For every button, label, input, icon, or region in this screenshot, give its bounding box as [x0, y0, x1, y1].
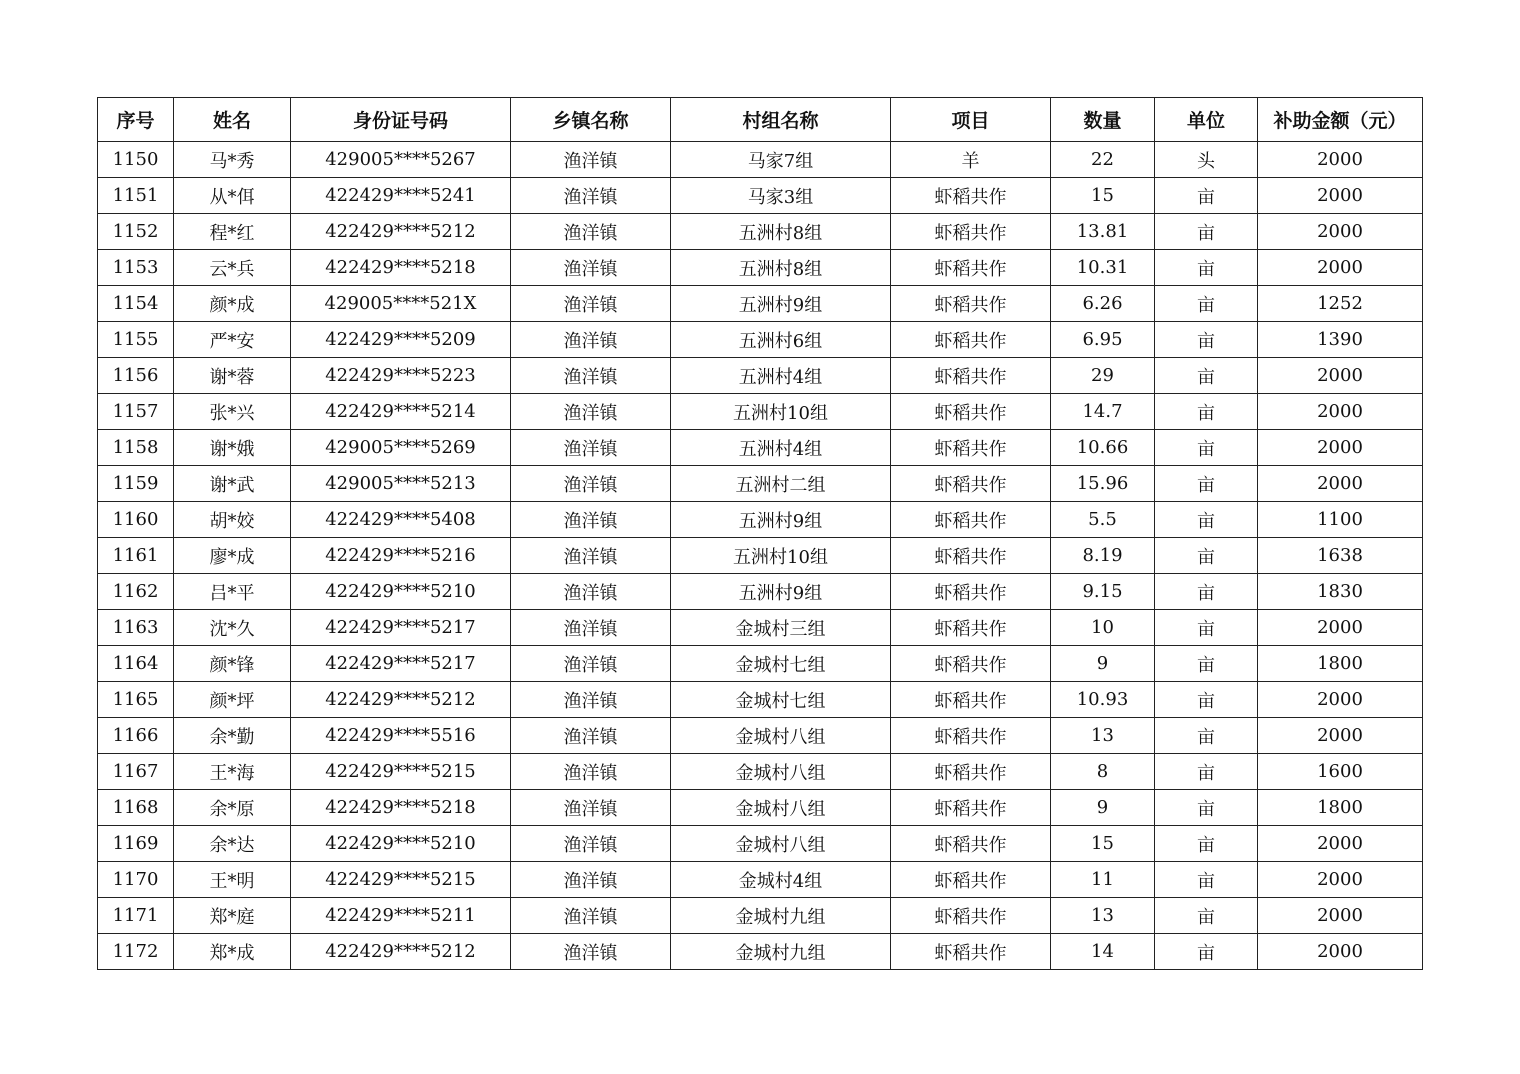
cell-unit: 亩: [1155, 358, 1258, 394]
cell-unit: 亩: [1155, 250, 1258, 286]
table-row: [98, 682, 1423, 718]
cell-id-number: 429005****521X: [291, 286, 511, 322]
cell-subsidy-amount: 1252: [1258, 286, 1423, 322]
cell-quantity: 15: [1051, 178, 1155, 214]
cell-id-number: 422429****5212: [291, 934, 511, 970]
cell-id-number: 429005****5269: [291, 430, 511, 466]
cell-subsidy-amount: 1100: [1258, 502, 1423, 538]
table-row: [98, 358, 1423, 394]
cell-project: 虾稻共作: [891, 286, 1051, 322]
header-unit: 单位: [1155, 98, 1258, 142]
table-row: [98, 574, 1423, 610]
cell-township: 渔洋镇: [511, 610, 671, 646]
cell-quantity: 6.95: [1051, 322, 1155, 358]
cell-index: 1168: [98, 790, 174, 826]
cell-subsidy-amount: 2000: [1258, 934, 1423, 970]
cell-unit: 亩: [1155, 934, 1258, 970]
cell-quantity: 10.93: [1051, 682, 1155, 718]
cell-township: 渔洋镇: [511, 250, 671, 286]
cell-quantity: 15.96: [1051, 466, 1155, 502]
cell-name: 王*海: [174, 754, 291, 790]
cell-project: 虾稻共作: [891, 646, 1051, 682]
cell-id-number: 422429****5210: [291, 826, 511, 862]
cell-name: 颜*锋: [174, 646, 291, 682]
cell-village-group: 五洲村8组: [671, 250, 891, 286]
cell-name: 程*红: [174, 214, 291, 250]
cell-subsidy-amount: 2000: [1258, 214, 1423, 250]
cell-project: 虾稻共作: [891, 466, 1051, 502]
cell-project: 虾稻共作: [891, 790, 1051, 826]
cell-subsidy-amount: 2000: [1258, 358, 1423, 394]
cell-subsidy-amount: 2000: [1258, 466, 1423, 502]
cell-township: 渔洋镇: [511, 718, 671, 754]
cell-township: 渔洋镇: [511, 466, 671, 502]
table-row: [98, 646, 1423, 682]
cell-village-group: 金城村九组: [671, 898, 891, 934]
cell-township: 渔洋镇: [511, 862, 671, 898]
cell-quantity: 14: [1051, 934, 1155, 970]
cell-village-group: 五洲村9组: [671, 574, 891, 610]
cell-township: 渔洋镇: [511, 358, 671, 394]
cell-village-group: 马家3组: [671, 178, 891, 214]
cell-unit: 亩: [1155, 862, 1258, 898]
cell-township: 渔洋镇: [511, 790, 671, 826]
cell-subsidy-amount: 1830: [1258, 574, 1423, 610]
document-page: [97, 97, 1422, 970]
cell-name: 郑*庭: [174, 898, 291, 934]
cell-subsidy-amount: 1800: [1258, 646, 1423, 682]
cell-quantity: 10.31: [1051, 250, 1155, 286]
cell-township: 渔洋镇: [511, 646, 671, 682]
cell-project: 虾稻共作: [891, 538, 1051, 574]
cell-unit: 亩: [1155, 322, 1258, 358]
cell-township: 渔洋镇: [511, 286, 671, 322]
cell-index: 1170: [98, 862, 174, 898]
cell-id-number: 422429****5211: [291, 898, 511, 934]
cell-index: 1171: [98, 898, 174, 934]
cell-id-number: 422429****5212: [291, 214, 511, 250]
cell-name: 吕*平: [174, 574, 291, 610]
cell-name: 颜*坪: [174, 682, 291, 718]
table-row: [98, 538, 1423, 574]
cell-unit: 亩: [1155, 178, 1258, 214]
cell-quantity: 9.15: [1051, 574, 1155, 610]
cell-project: 虾稻共作: [891, 754, 1051, 790]
table-row: [98, 286, 1423, 322]
cell-unit: 亩: [1155, 682, 1258, 718]
cell-name: 云*兵: [174, 250, 291, 286]
cell-unit: 亩: [1155, 826, 1258, 862]
cell-township: 渔洋镇: [511, 322, 671, 358]
cell-quantity: 15: [1051, 826, 1155, 862]
cell-subsidy-amount: 1600: [1258, 754, 1423, 790]
table-row: [98, 718, 1423, 754]
cell-village-group: 五洲村9组: [671, 502, 891, 538]
cell-name: 谢*蓉: [174, 358, 291, 394]
cell-name: 从*佴: [174, 178, 291, 214]
table-row: [98, 394, 1423, 430]
cell-id-number: 422429****5223: [291, 358, 511, 394]
cell-unit: 亩: [1155, 646, 1258, 682]
cell-project: 虾稻共作: [891, 358, 1051, 394]
cell-village-group: 金城村4组: [671, 862, 891, 898]
cell-project: 虾稻共作: [891, 682, 1051, 718]
cell-unit: 亩: [1155, 214, 1258, 250]
table-row: [98, 898, 1423, 934]
cell-id-number: 422429****5214: [291, 394, 511, 430]
cell-project: 虾稻共作: [891, 826, 1051, 862]
cell-unit: 亩: [1155, 430, 1258, 466]
cell-project: 虾稻共作: [891, 862, 1051, 898]
table-row: [98, 322, 1423, 358]
subsidy-table: [97, 97, 1423, 970]
cell-project: 虾稻共作: [891, 178, 1051, 214]
cell-id-number: 422429****5212: [291, 682, 511, 718]
table-row: [98, 250, 1423, 286]
table-row: [98, 754, 1423, 790]
cell-id-number: 422429****5209: [291, 322, 511, 358]
header-village-group: 村组名称: [671, 98, 891, 142]
cell-village-group: 五洲村4组: [671, 358, 891, 394]
cell-village-group: 金城村七组: [671, 682, 891, 718]
header-id-number: 身份证号码: [291, 98, 511, 142]
cell-name: 谢*娥: [174, 430, 291, 466]
cell-quantity: 9: [1051, 646, 1155, 682]
cell-id-number: 422429****5408: [291, 502, 511, 538]
cell-unit: 亩: [1155, 574, 1258, 610]
cell-name: 严*安: [174, 322, 291, 358]
cell-subsidy-amount: 2000: [1258, 826, 1423, 862]
cell-index: 1167: [98, 754, 174, 790]
cell-quantity: 22: [1051, 142, 1155, 178]
cell-quantity: 10.66: [1051, 430, 1155, 466]
cell-name: 马*秀: [174, 142, 291, 178]
cell-id-number: 422429****5217: [291, 646, 511, 682]
cell-name: 郑*成: [174, 934, 291, 970]
cell-index: 1161: [98, 538, 174, 574]
table-body: [98, 142, 1423, 970]
cell-index: 1164: [98, 646, 174, 682]
cell-subsidy-amount: 1800: [1258, 790, 1423, 826]
cell-unit: 亩: [1155, 466, 1258, 502]
cell-village-group: 金城村八组: [671, 718, 891, 754]
cell-subsidy-amount: 2000: [1258, 430, 1423, 466]
cell-village-group: 五洲村10组: [671, 538, 891, 574]
cell-id-number: 429005****5213: [291, 466, 511, 502]
cell-subsidy-amount: 2000: [1258, 610, 1423, 646]
cell-unit: 头: [1155, 142, 1258, 178]
table-row: [98, 142, 1423, 178]
header-township: 乡镇名称: [511, 98, 671, 142]
cell-id-number: 422429****5210: [291, 574, 511, 610]
cell-id-number: 422429****5241: [291, 178, 511, 214]
cell-quantity: 5.5: [1051, 502, 1155, 538]
cell-project: 虾稻共作: [891, 322, 1051, 358]
cell-index: 1158: [98, 430, 174, 466]
cell-subsidy-amount: 1390: [1258, 322, 1423, 358]
cell-subsidy-amount: 2000: [1258, 898, 1423, 934]
cell-subsidy-amount: 2000: [1258, 250, 1423, 286]
cell-index: 1152: [98, 214, 174, 250]
cell-name: 余*勤: [174, 718, 291, 754]
cell-village-group: 五洲村10组: [671, 394, 891, 430]
cell-name: 王*明: [174, 862, 291, 898]
cell-unit: 亩: [1155, 718, 1258, 754]
cell-index: 1150: [98, 142, 174, 178]
table-row: [98, 178, 1423, 214]
cell-unit: 亩: [1155, 538, 1258, 574]
cell-name: 张*兴: [174, 394, 291, 430]
cell-unit: 亩: [1155, 898, 1258, 934]
cell-unit: 亩: [1155, 502, 1258, 538]
cell-unit: 亩: [1155, 286, 1258, 322]
cell-id-number: 422429****5516: [291, 718, 511, 754]
header-index: 序号: [98, 98, 174, 142]
cell-township: 渔洋镇: [511, 574, 671, 610]
cell-project: 虾稻共作: [891, 898, 1051, 934]
cell-project: 虾稻共作: [891, 502, 1051, 538]
cell-id-number: 422429****5216: [291, 538, 511, 574]
cell-name: 廖*成: [174, 538, 291, 574]
table-row: [98, 610, 1423, 646]
cell-unit: 亩: [1155, 394, 1258, 430]
cell-township: 渔洋镇: [511, 394, 671, 430]
cell-quantity: 9: [1051, 790, 1155, 826]
cell-village-group: 五洲村8组: [671, 214, 891, 250]
cell-quantity: 11: [1051, 862, 1155, 898]
cell-id-number: 422429****5218: [291, 790, 511, 826]
cell-unit: 亩: [1155, 790, 1258, 826]
cell-id-number: 422429****5215: [291, 862, 511, 898]
cell-id-number: 422429****5217: [291, 610, 511, 646]
cell-village-group: 金城村八组: [671, 826, 891, 862]
cell-index: 1160: [98, 502, 174, 538]
header-name: 姓名: [174, 98, 291, 142]
cell-village-group: 金城村九组: [671, 934, 891, 970]
cell-village-group: 五洲村二组: [671, 466, 891, 502]
cell-name: 沈*久: [174, 610, 291, 646]
cell-name: 谢*武: [174, 466, 291, 502]
table-row: [98, 826, 1423, 862]
cell-village-group: 马家7组: [671, 142, 891, 178]
cell-project: 虾稻共作: [891, 250, 1051, 286]
cell-quantity: 13: [1051, 718, 1155, 754]
cell-index: 1155: [98, 322, 174, 358]
cell-name: 胡*姣: [174, 502, 291, 538]
table-header-row: [98, 98, 1423, 142]
cell-township: 渔洋镇: [511, 826, 671, 862]
cell-index: 1172: [98, 934, 174, 970]
cell-index: 1151: [98, 178, 174, 214]
cell-project: 虾稻共作: [891, 394, 1051, 430]
cell-village-group: 五洲村6组: [671, 322, 891, 358]
header-project: 项目: [891, 98, 1051, 142]
cell-project: 虾稻共作: [891, 934, 1051, 970]
table-row: [98, 502, 1423, 538]
cell-index: 1163: [98, 610, 174, 646]
table-row: [98, 466, 1423, 502]
cell-township: 渔洋镇: [511, 682, 671, 718]
cell-quantity: 14.7: [1051, 394, 1155, 430]
cell-subsidy-amount: 2000: [1258, 682, 1423, 718]
cell-township: 渔洋镇: [511, 430, 671, 466]
header-subsidy-amount: 补助金额（元）: [1258, 98, 1423, 142]
cell-quantity: 6.26: [1051, 286, 1155, 322]
cell-township: 渔洋镇: [511, 178, 671, 214]
cell-subsidy-amount: 2000: [1258, 394, 1423, 430]
cell-index: 1159: [98, 466, 174, 502]
table-row: [98, 790, 1423, 826]
cell-township: 渔洋镇: [511, 934, 671, 970]
cell-index: 1165: [98, 682, 174, 718]
table-row: [98, 862, 1423, 898]
cell-index: 1169: [98, 826, 174, 862]
cell-township: 渔洋镇: [511, 142, 671, 178]
cell-id-number: 422429****5215: [291, 754, 511, 790]
cell-project: 虾稻共作: [891, 214, 1051, 250]
cell-quantity: 10: [1051, 610, 1155, 646]
cell-index: 1162: [98, 574, 174, 610]
cell-township: 渔洋镇: [511, 214, 671, 250]
cell-project: 虾稻共作: [891, 574, 1051, 610]
cell-index: 1153: [98, 250, 174, 286]
cell-township: 渔洋镇: [511, 898, 671, 934]
cell-village-group: 金城村八组: [671, 754, 891, 790]
cell-id-number: 429005****5267: [291, 142, 511, 178]
cell-village-group: 五洲村4组: [671, 430, 891, 466]
cell-subsidy-amount: 1638: [1258, 538, 1423, 574]
cell-subsidy-amount: 2000: [1258, 862, 1423, 898]
cell-village-group: 五洲村9组: [671, 286, 891, 322]
cell-quantity: 13.81: [1051, 214, 1155, 250]
table-row: [98, 214, 1423, 250]
table-row: [98, 430, 1423, 466]
cell-index: 1166: [98, 718, 174, 754]
cell-quantity: 13: [1051, 898, 1155, 934]
header-quantity: 数量: [1051, 98, 1155, 142]
cell-index: 1154: [98, 286, 174, 322]
cell-quantity: 8.19: [1051, 538, 1155, 574]
cell-township: 渔洋镇: [511, 754, 671, 790]
cell-project: 羊: [891, 142, 1051, 178]
cell-project: 虾稻共作: [891, 610, 1051, 646]
cell-subsidy-amount: 2000: [1258, 718, 1423, 754]
cell-name: 余*达: [174, 826, 291, 862]
cell-project: 虾稻共作: [891, 430, 1051, 466]
cell-village-group: 金城村八组: [671, 790, 891, 826]
cell-name: 颜*成: [174, 286, 291, 322]
cell-project: 虾稻共作: [891, 718, 1051, 754]
cell-township: 渔洋镇: [511, 538, 671, 574]
cell-index: 1156: [98, 358, 174, 394]
cell-township: 渔洋镇: [511, 502, 671, 538]
cell-subsidy-amount: 2000: [1258, 142, 1423, 178]
cell-index: 1157: [98, 394, 174, 430]
cell-quantity: 29: [1051, 358, 1155, 394]
cell-village-group: 金城村七组: [671, 646, 891, 682]
cell-subsidy-amount: 2000: [1258, 178, 1423, 214]
cell-village-group: 金城村三组: [671, 610, 891, 646]
cell-quantity: 8: [1051, 754, 1155, 790]
cell-id-number: 422429****5218: [291, 250, 511, 286]
cell-unit: 亩: [1155, 610, 1258, 646]
cell-unit: 亩: [1155, 754, 1258, 790]
table-row: [98, 934, 1423, 970]
cell-name: 余*原: [174, 790, 291, 826]
